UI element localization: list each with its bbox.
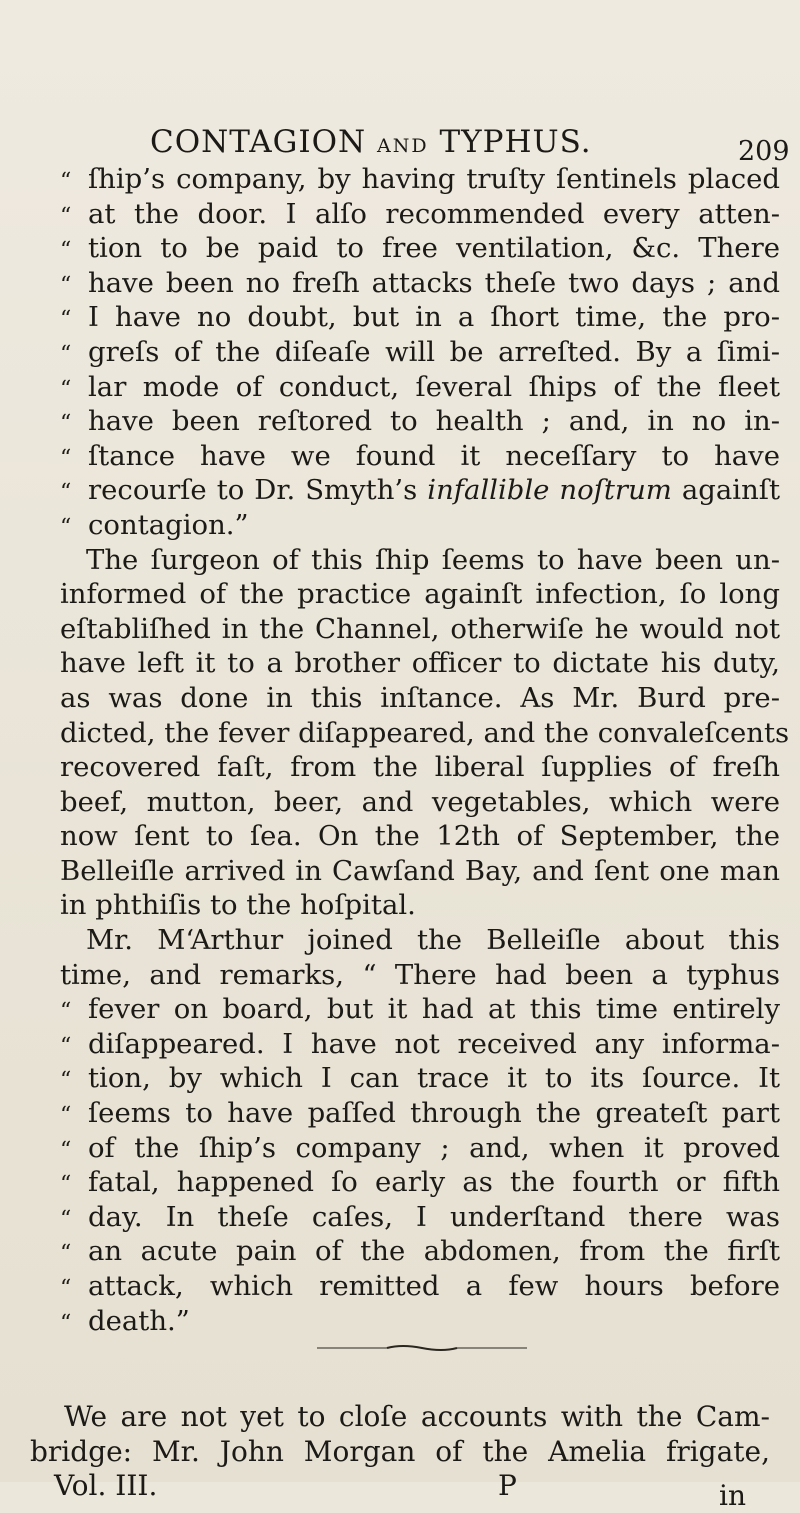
text-line: “ fatal, happened ſo early as the fourth or fifth: [60, 1165, 780, 1200]
quote-mark: “: [60, 1137, 72, 1163]
page-bottom: [30, 1400, 770, 1513]
header-title-part1: CONTAGION: [150, 124, 378, 160]
quote-mark: “: [60, 1033, 72, 1059]
text-line: The ſurgeon of this ſhip ſeems to have been un-: [86, 543, 780, 576]
text-line: now ſent to ſea. On the 12th of September, the: [60, 820, 780, 853]
text-line: Belleiſle arrived in Cawſand Bay, and ſent one man: [60, 854, 780, 887]
quote-mark: “: [60, 999, 72, 1025]
text-line: have left it to a brother officer to dictate his duty,: [60, 647, 780, 680]
quote-mark: “: [60, 514, 72, 540]
quote-mark: “: [60, 445, 72, 471]
text-line: “ an acute pain of the abdomen, from the firſt: [60, 1234, 780, 1269]
page-footer: [30, 1469, 770, 1513]
text-line: “ I have no doubt, but in a ſhort time, the pro-: [60, 300, 780, 335]
text-line: dicted, the fever diſappeared, and the convaleſcents: [60, 716, 790, 749]
quote-mark: “: [60, 1241, 72, 1267]
quote-mark: “: [60, 1310, 72, 1336]
text-line: “ ſhip’s company, by having truſty ſentinels placed: [60, 162, 780, 197]
section-divider-ornament: [317, 1344, 527, 1352]
text-line: bridge: Mr. John Morgan of the Amelia frigate,: [30, 1434, 770, 1468]
text-line: “ tion, by which I can trace it to its ſource. It: [60, 1061, 780, 1096]
text-line: “ have been no freſh attacks theſe two days ; and: [60, 266, 780, 301]
quote-mark: “: [60, 376, 72, 402]
text-line: “ day. In theſe caſes, I underſtand there was: [60, 1200, 780, 1235]
quote-mark: “: [60, 1172, 72, 1198]
text-line: “ tion to be paid to free ventilation, &c. There: [60, 231, 780, 266]
quote-mark: “: [60, 1206, 72, 1232]
quote-mark: “: [60, 1103, 72, 1129]
text-line: in phthiſis to the hoſpital.: [60, 889, 416, 922]
signature-mark: P: [498, 1469, 517, 1503]
text-line: “ lar mode of conduct, ſeveral ſhips of the fleet: [60, 370, 780, 405]
italic-phrase: infallible noſtrum: [427, 474, 672, 507]
text-line: time, and remarks, “ There had been a typhus: [60, 958, 780, 991]
quote-mark: “: [60, 341, 72, 367]
catchword: in: [719, 1479, 746, 1513]
text-line: “ of the ſhip’s company ; and, when it proved: [60, 1131, 780, 1166]
quote-mark: “: [60, 307, 72, 333]
text-line: “ contagion.”: [60, 508, 780, 543]
quote-mark: “: [60, 169, 72, 194]
text-line: “ recourſe to Dr. Smyth’s infallible noſtrum againſt: [60, 473, 780, 508]
quote-mark: “: [60, 411, 72, 437]
text-line: “ ſeems to have paſſed through the greateſt part: [60, 1096, 780, 1131]
quote-mark: “: [60, 238, 72, 264]
quote-mark: “: [60, 203, 72, 229]
header-title-part2: TYPHUS.: [428, 124, 592, 160]
text-line: “ at the door. I alſo recommended every atten-: [60, 197, 780, 232]
quote-mark: “: [60, 1276, 72, 1301]
header-title-and: AND: [377, 135, 429, 157]
text-line: “ ſtance have we found it neceſſary to have: [60, 439, 780, 474]
text-line: “ attack, which remitted a few hours before: [60, 1269, 780, 1304]
text-line: Mr. M‘Arthur joined the Belleiſle about this: [86, 924, 780, 957]
text-line: “ diſappeared. I have not received any informa-: [60, 1027, 780, 1062]
text-line: as was done in this inſtance. As Mr. Burd pre-: [60, 681, 780, 714]
running-header: [150, 124, 650, 160]
text-line: recovered faſt, from the liberal ſupplies of freſh: [60, 751, 780, 784]
text-line: “ have been reſtored to health ; and, in no in-: [60, 404, 780, 439]
text-line: “ fever on board, but it had at this time entirely: [60, 992, 780, 1027]
text-line: informed of the practice againſt infection, ſo long: [60, 578, 780, 611]
text-line: We are not yet to cloſe accounts with the Cam-: [64, 1400, 770, 1433]
page-number: 209: [738, 136, 790, 167]
volume-number: Vol. III.: [54, 1469, 158, 1503]
quote-mark: “: [60, 1068, 72, 1094]
text-line: eſtabliſhed in the Channel, otherwiſe he would not: [60, 612, 780, 645]
quote-mark: “: [60, 272, 72, 298]
text-line: “ death.”: [60, 1304, 780, 1339]
text-line: beef, mutton, beer, and vegetables, which were: [60, 785, 780, 818]
text-line: “ greſs of the diſeaſe will be arreſted. By a ſimi-: [60, 335, 780, 370]
quote-mark: “: [60, 480, 72, 506]
body-text: [60, 162, 790, 1338]
